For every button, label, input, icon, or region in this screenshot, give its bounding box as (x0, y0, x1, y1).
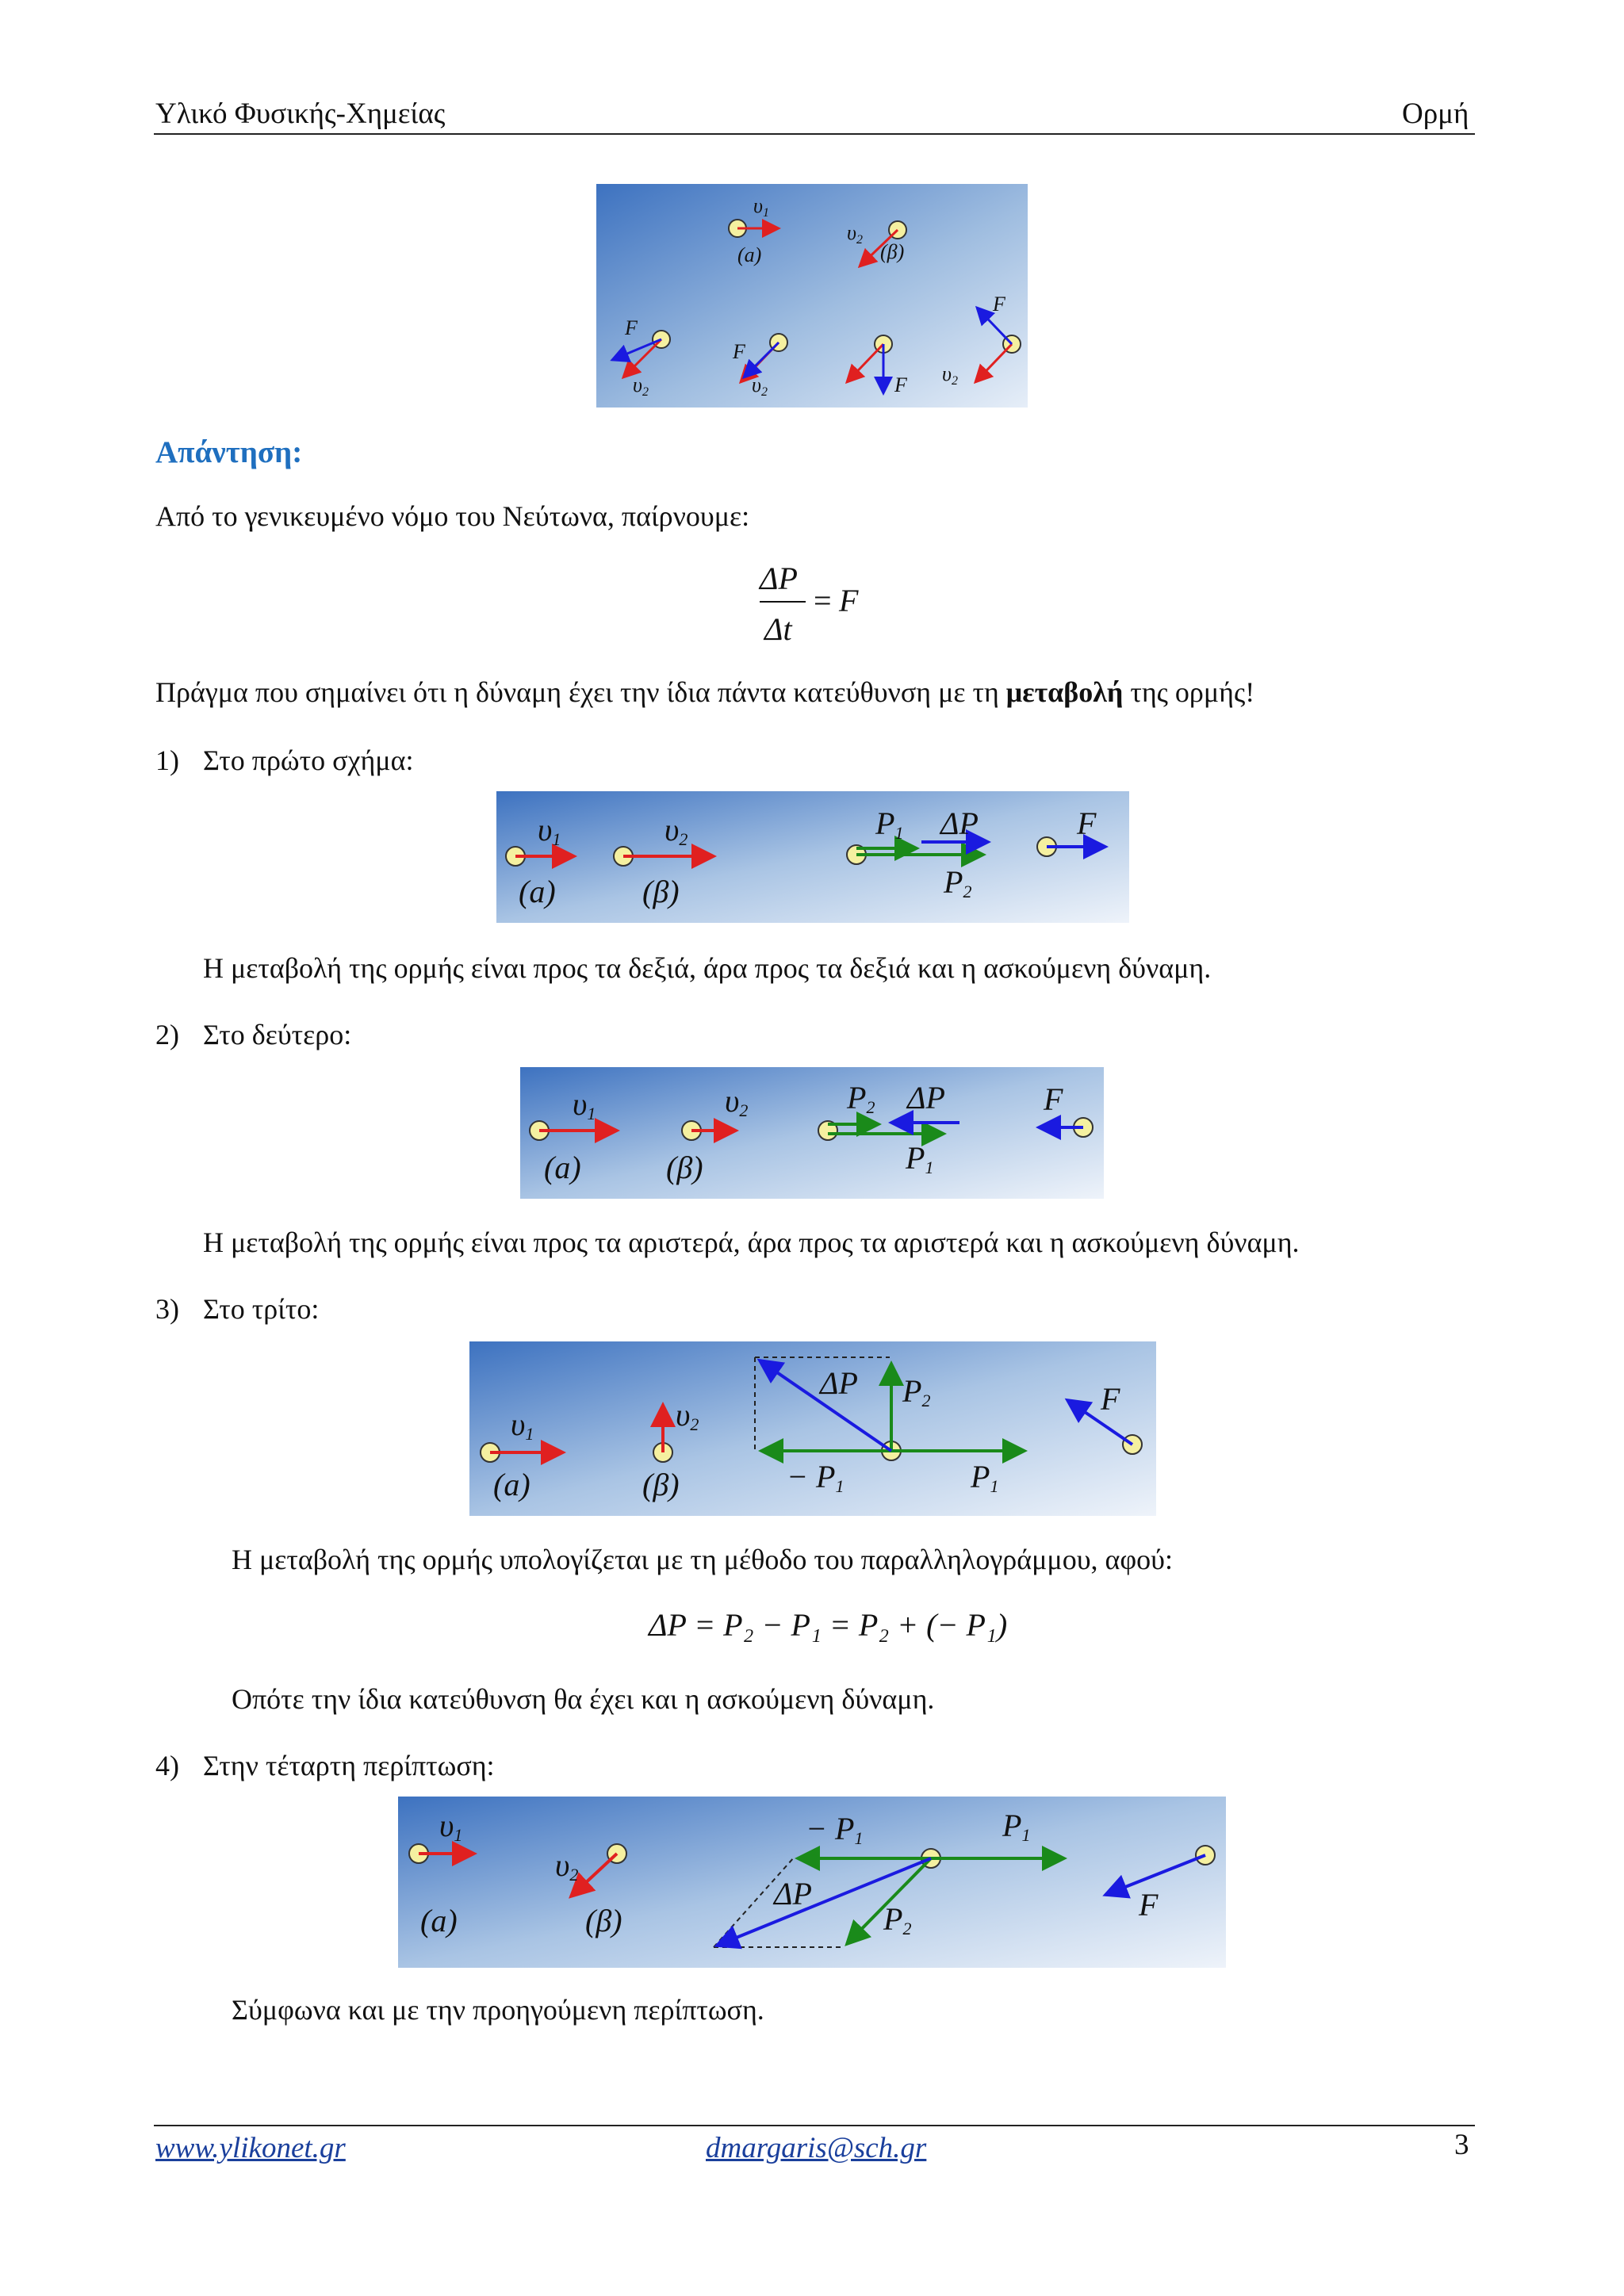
footer-email-link[interactable]: dmargaris@sch.gr (706, 2132, 927, 2164)
vector-equation: ΔP = P₂ − P₁ = P₂ + (− P₁) (649, 1607, 1008, 1643)
item-2-title: Στο δεύτερο: (203, 1019, 352, 1050)
item-4-note: Σύμφωνα και με την προηγούμενη περίπτωση. (232, 1994, 764, 2026)
svg-text:(a): (a) (519, 874, 556, 909)
header-right: Ορμή (1402, 98, 1469, 130)
eq-rhs: F (839, 583, 859, 618)
svg-text:P2: P2 (944, 864, 972, 901)
svg-text:(β): (β) (585, 1903, 622, 1938)
meaning-bold: μεταβολή (1005, 676, 1124, 708)
svg-text:υ2: υ2 (942, 362, 958, 388)
figure-case-2 (520, 1067, 1104, 1199)
figure-question (596, 184, 1028, 408)
item-4-title: Στην τέταρτη περίπτωση: (203, 1750, 495, 1781)
answer-heading: Απάντηση: (155, 435, 303, 469)
svg-text:ΔP: ΔP (820, 1365, 858, 1401)
svg-text:υ1: υ1 (538, 812, 561, 849)
svg-text:(a): (a) (544, 1150, 581, 1185)
svg-text:(β): (β) (880, 240, 905, 263)
eq-numerator: ΔP (760, 561, 798, 596)
eq-equals: = (814, 583, 832, 618)
svg-text:υ1: υ1 (511, 1406, 534, 1444)
svg-text:F: F (1101, 1381, 1120, 1417)
svg-text:(a): (a) (737, 243, 762, 266)
svg-text:υ2: υ2 (555, 1847, 579, 1885)
item-3-number: 3) (155, 1293, 179, 1325)
svg-text:P1: P1 (971, 1459, 999, 1496)
intro-text: Από το γενικευμένο νόμο του Νεύτωνα, παίρνουμε: (155, 500, 750, 532)
svg-text:υ1: υ1 (573, 1086, 596, 1123)
svg-text:υ2: υ2 (676, 1397, 699, 1434)
meaning-after: της ορμής! (1123, 676, 1255, 708)
item-4-number: 4) (155, 1750, 179, 1781)
svg-text:υ2: υ2 (725, 1083, 749, 1120)
svg-text:υ2: υ2 (633, 373, 649, 399)
figure-case-3 (469, 1341, 1156, 1516)
svg-text:F: F (1139, 1887, 1159, 1923)
svg-text:F: F (993, 293, 1005, 316)
svg-text:(a): (a) (420, 1903, 458, 1938)
item-2-number: 2) (155, 1019, 179, 1050)
svg-text:P2: P2 (847, 1080, 875, 1117)
svg-text:P1: P1 (906, 1140, 934, 1177)
svg-text:υ1: υ1 (753, 194, 769, 220)
svg-text:υ2: υ2 (847, 221, 863, 247)
item-1-note: Η μεταβολή της ορμής είναι προς τα δεξιά, άρα προς τα δεξιά και η ασκούμενη δύναμη. (203, 952, 1212, 984)
figure-case-1 (496, 791, 1129, 923)
footer-rule (154, 2125, 1475, 2126)
svg-text:(β): (β) (642, 874, 680, 909)
svg-text:F: F (625, 316, 638, 339)
svg-text:− P1: − P1 (787, 1459, 845, 1496)
svg-text:(a): (a) (493, 1467, 530, 1502)
svg-text:ΔP: ΔP (907, 1080, 945, 1115)
item-1-title: Στο πρώτο σχήμα: (203, 744, 414, 776)
svg-text:F: F (894, 373, 907, 396)
svg-text:(β): (β) (666, 1150, 703, 1185)
svg-text:F: F (1077, 806, 1097, 841)
svg-text:ΔP: ΔP (774, 1876, 812, 1911)
law-equation (760, 560, 879, 655)
meaning-text (155, 675, 1254, 709)
svg-text:υ2: υ2 (752, 373, 768, 399)
header-rule (154, 133, 1475, 135)
svg-text:P1: P1 (1002, 1808, 1031, 1845)
svg-text:ΔP: ΔP (940, 806, 979, 841)
svg-text:− P1: − P1 (806, 1811, 864, 1848)
item-3-note: Η μεταβολή της ορμής υπολογίζεται με τη μέθοδο του παραλληλογράμμου, αφού: (232, 1544, 1173, 1575)
page-number: 3 (1454, 2129, 1469, 2161)
svg-text:P2: P2 (902, 1373, 931, 1410)
item-2-note: Η μεταβολή της ορμής είναι προς τα αριστερά, άρα προς τα αριστερά και η ασκούμενη δύναμη. (203, 1226, 1300, 1258)
figure-case-4 (398, 1797, 1226, 1968)
meaning-before: Πράγμα που σημαίνει ότι η δύναμη έχει την ίδια πάντα κατεύθυνση με τη (155, 676, 1006, 708)
svg-text:υ2: υ2 (665, 812, 688, 849)
item-1-number: 1) (155, 744, 179, 776)
eq-denominator: Δt (764, 611, 792, 647)
item-3-title: Στο τρίτο: (203, 1293, 320, 1325)
svg-text:P1: P1 (875, 806, 904, 843)
svg-text:υ1: υ1 (439, 1808, 463, 1845)
item-3-note2: Οπότε την ίδια κατεύθυνση θα έχει και η ασκούμενη δύναμη. (232, 1683, 935, 1715)
svg-text:(β): (β) (642, 1467, 680, 1502)
footer-website-link[interactable]: www.ylikonet.gr (155, 2132, 346, 2164)
svg-text:P2: P2 (883, 1901, 912, 1938)
svg-text:F: F (733, 340, 745, 363)
header-left: Υλικό Φυσικής-Χημείας (155, 98, 446, 130)
svg-text:F: F (1044, 1081, 1063, 1117)
eq-fraction-bar (760, 601, 806, 603)
